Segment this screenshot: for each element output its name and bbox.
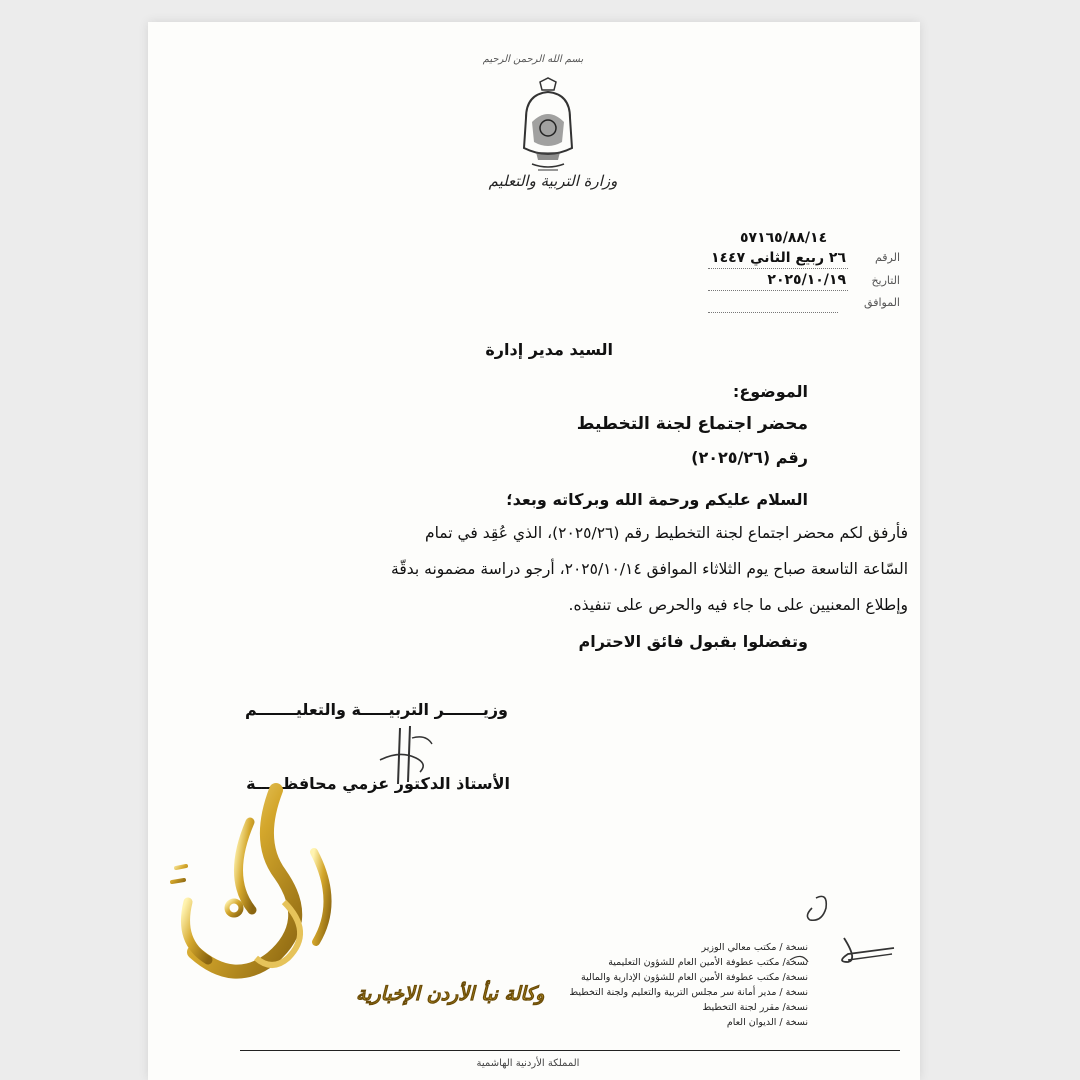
copy-line: نسخة / مدير أمانة سر مجلس التربية والتعليم ولجنة التخطيط — [569, 987, 808, 998]
gregorian-date: ٢٠٢٥/١٠/١٩ — [767, 272, 846, 288]
hijri-date: ٢٦ ربيع الثاني ١٤٤٧ — [711, 250, 846, 266]
ref-label: الرقم — [874, 251, 900, 264]
corresponding-dotted-line — [708, 312, 838, 313]
body-line-2: السّاعة التاسعة صباح يوم الثلاثاء الموافق ٢٠٢٥/١٠/١٤، أرجو دراسة مضمونه بدقّة — [391, 560, 908, 578]
basmala: بسم الله الرحمن الرحيم — [482, 54, 584, 65]
ref-dotted-line — [708, 268, 848, 269]
copy-line: نسخة/ مقرر لجنة التخطيط — [702, 1002, 808, 1013]
reference-number: ٥٧١٦٥/٨٨/١٤ — [740, 230, 828, 246]
body-line-3: وإطلاع المعنيين على ما جاء فيه والحرص على تنفيذه. — [568, 596, 908, 614]
signatory-name: الأستاذ الدكتور عزمي محافظـــــة — [246, 774, 510, 793]
addressee: السيد مدير إدارة — [485, 340, 613, 359]
copy-line: نسخة/ مكتب عطوفة الأمين العام للشؤون التعليمية — [608, 957, 808, 968]
greeting: السلام عليكم ورحمة الله وبركاته وبعد؛ — [506, 490, 808, 509]
subject-number: رقم (٢٠٢٥/٢٦) — [691, 448, 808, 467]
copy-line: نسخة / الديوان العام — [726, 1017, 808, 1028]
date-label: التاريخ — [871, 274, 900, 287]
subject-label: الموضوع: — [732, 382, 808, 401]
copy-line: نسخة / مكتب معالي الوزير — [701, 942, 808, 953]
svg-text:وكالة نبأ الأردن الإخبارية: وكالة نبأ الأردن الإخبارية — [356, 983, 545, 1005]
copy-line: نسخة/ مكتب عطوفة الأمين العام للشؤون الإدارية والمالية — [581, 972, 808, 983]
body-line-1: فأرفق لكم محضر اجتماع لجنة التخطيط رقم (٢٠٢٥/٢٦)، الذي عُقِد في تمام — [424, 524, 908, 542]
signatory-title: وزيـــــــر التربيـــــة والتعليـــــــم — [245, 700, 508, 719]
footer-text: المملكة الأردنية الهاشمية — [476, 1058, 580, 1069]
closing: وتفضلوا بقبول فائق الاحترام — [578, 632, 808, 651]
subject-title: محضر اجتماع لجنة التخطيط — [576, 414, 808, 434]
date-dotted-line — [708, 290, 848, 291]
corresponding-label: الموافق — [864, 296, 900, 309]
footer-divider — [240, 1050, 900, 1051]
ministry-name: وزارة التربية والتعليم — [488, 172, 618, 190]
